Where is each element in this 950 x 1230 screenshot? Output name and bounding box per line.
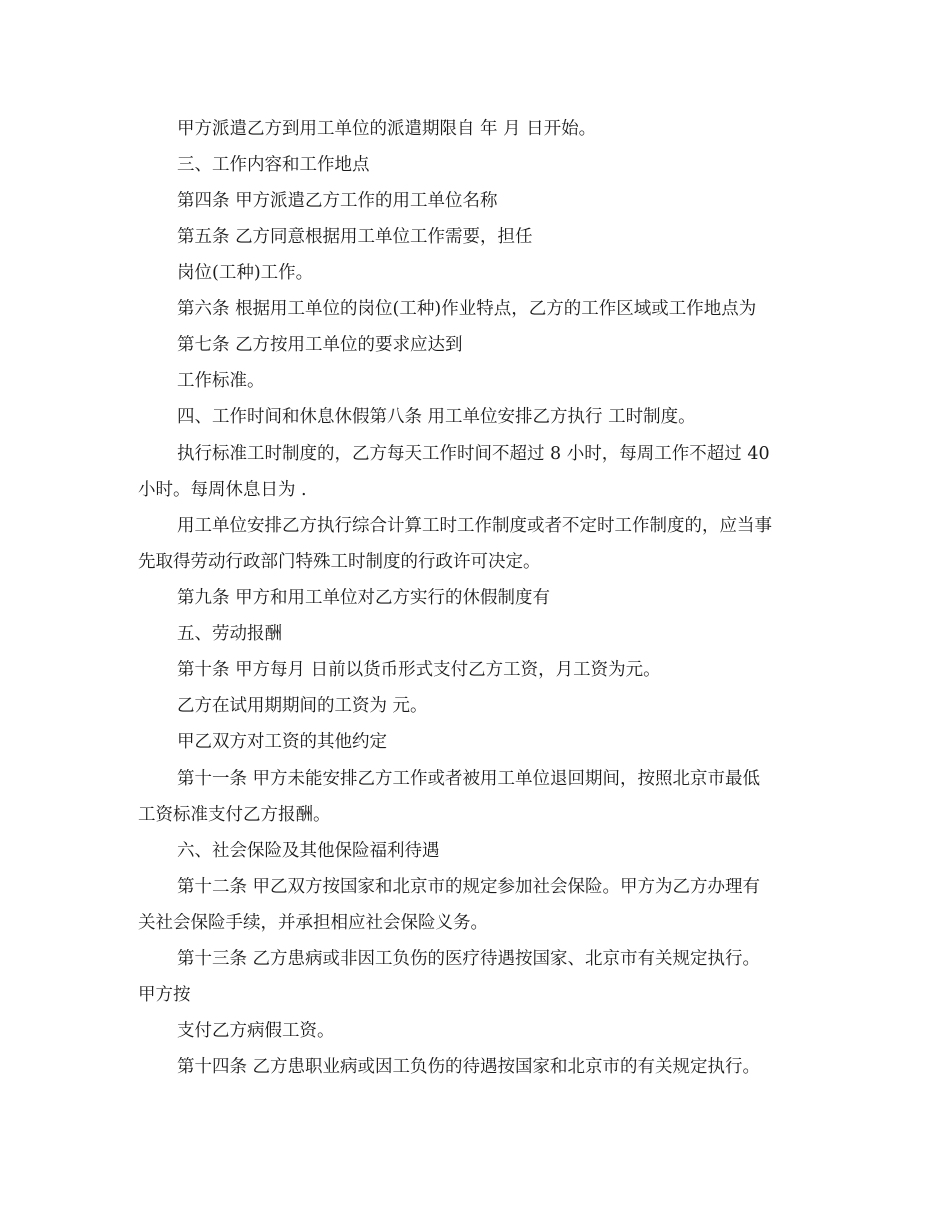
text-line: 第四条 甲方派遣乙方工作的用工单位名称 (177, 191, 498, 211)
text-line: 乙方在试用期期间的工资为 元。 (177, 696, 428, 716)
text-line: 甲乙双方对工资的其他约定 (177, 732, 387, 752)
text-line: 第九条 甲方和用工单位对乙方实行的休假制度有 (177, 588, 551, 608)
text-line: 第五条 乙方同意根据用工单位工作需要，担任 (177, 227, 533, 247)
text-line: 第十四条 乙方患职业病或因工负伤的待遇按国家和北京市的有关规定执行。 (177, 1057, 761, 1077)
text-line: 第十条 甲方每月 日前以货币形式支付乙方工资，月工资为元。 (177, 660, 661, 680)
section-heading: 三、工作内容和工作地点 (177, 155, 370, 175)
text-line: 第十三条 乙方患病或非因工负伤的医疗待遇按国家、北京市有关规定执行。 (177, 949, 761, 969)
text-line: 用工单位安排乙方执行综合计算工时工作制度或者不定时工作制度的，应当事 (177, 516, 772, 536)
section-heading: 五、劳动报酬 (177, 624, 282, 644)
text-line: 关社会保险手续，并承担相应社会保险义务。 (138, 913, 488, 933)
text-line: 执行标准工时制度的，乙方每天工作时间不超过 8 小时，每周工作不超过 40 (177, 444, 770, 464)
text-line: 甲方派遣乙方到用工单位的派遣期限自 年 月 日开始。 (177, 119, 597, 139)
text-line: 工资标准支付乙方报酬。 (138, 805, 331, 825)
text-line: 第六条 根据用工单位的岗位(工种)作业特点，乙方的工作区域或工作地点为 (177, 299, 757, 319)
text-line: 小时。每周休息日为 . (138, 480, 307, 500)
text-line: 工作标准。 (177, 371, 265, 391)
text-line: 岗位(工种)工作。 (177, 263, 314, 283)
text-line: 第十一条 甲方未能安排乙方工作或者被用工单位退回期间，按照北京市最低 (177, 769, 761, 789)
section-heading: 六、社会保险及其他保险福利待遇 (177, 841, 440, 861)
section-heading: 四、工作时间和休息休假第八条 用工单位安排乙方执行 工时制度。 (177, 407, 696, 427)
text-line: 第七条 乙方按用工单位的要求应达到 (177, 335, 463, 355)
text-line: 支付乙方病假工资。 (177, 1021, 335, 1041)
text-line: 先取得劳动行政部门特殊工时制度的行政许可决定。 (138, 552, 541, 572)
text-line: 第十二条 甲乙双方按国家和北京市的规定参加社会保险。甲方为乙方办理有 (177, 877, 761, 897)
text-line: 甲方按 (138, 985, 191, 1005)
